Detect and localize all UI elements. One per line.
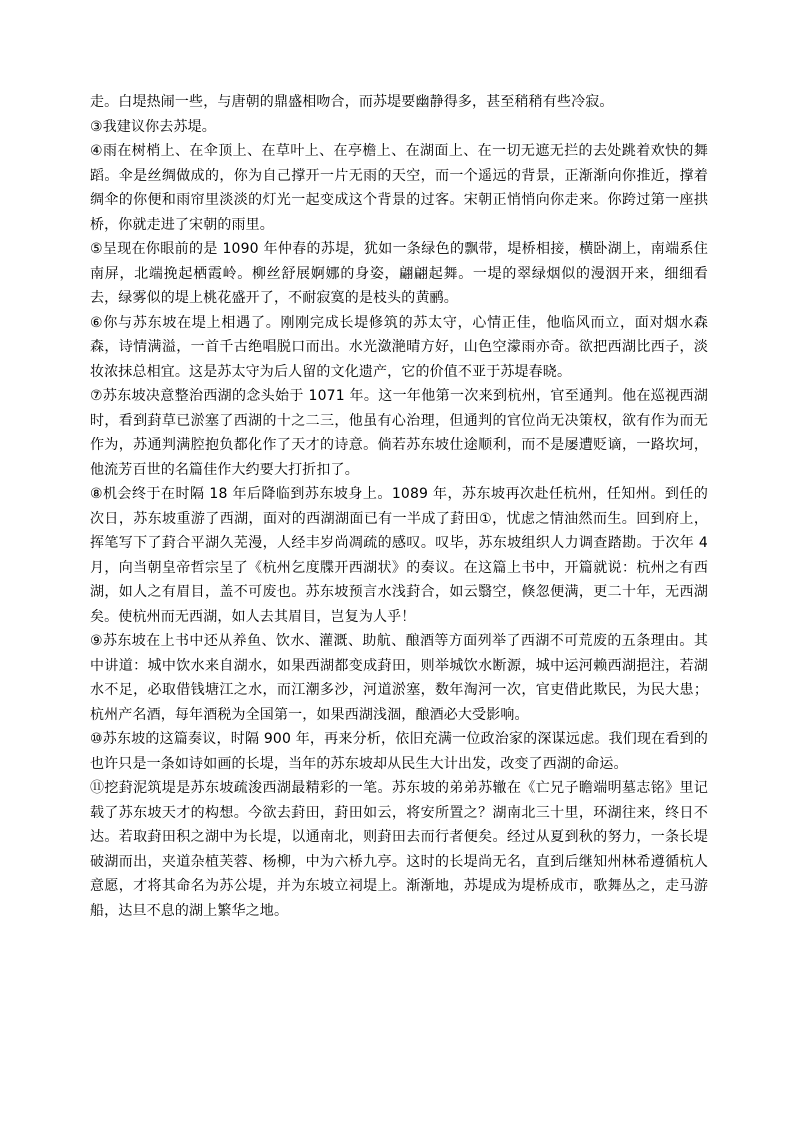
paragraph-continuation: 走。白堤热闹一些，与唐朝的鼎盛相吻合，而苏堤要幽静得多，甚至稍稍有些冷寂。 xyxy=(90,94,614,110)
paragraph-5: ⑤呈现在你眼前的是 1090 年仲春的苏堤，犹如一条绿色的飘带，堤桥相接，横卧湖上，南端系住南屏，北端挽起栖霞岭。柳丝舒展婀娜的身姿，翩翩起舞。一堤的翠绿烟似的漫洇开来，细细看去，绿雾似的堤上桃花盛开了，不耐寂寞的是枝头的黄鹂。 xyxy=(90,241,708,306)
paragraph-3: ③我建议你去苏堤。 xyxy=(90,118,216,135)
paragraph-10: ⑩苏东坡的这篇奏议，时隔 900 年，再来分析，依旧充满一位政治家的深谋远虑。我们现在看到的也许只是一条如诗如画的长堤，当年的苏东坡却从民生大计出发，改变了西湖的命运。 xyxy=(90,731,708,772)
paragraph-4: ④雨在树梢上、在伞顶上、在草叶上、在亭檐上、在湖面上、在一切无遮无拦的去处跳着欢快的舞蹈。伞是丝绸做成的，你为自己撑开一片无雨的天空，而一个遥远的背景，正渐渐向你推近，撑着绸伞的你便和雨帘里淡淡的灯光一起变成这个背景的过客。宋朝正悄悄向你走来。你跨过第一座拱桥，你就走进了宋朝的雨里。 xyxy=(90,143,708,233)
paragraph-6: ⑥你与苏东坡在堤上相遇了。刚刚完成长堤修筑的苏太守，心情正佳，他临风而立，面对烟水森森，诗情满溢，一首千古绝唱脱口而出。水光潋滟晴方好，山色空濛雨亦奇。欲把西湖比西子，淡妆浓抹总相宜。这是苏太守为后人留的文化遗产，它的价值不亚于苏堤春晓。 xyxy=(90,314,708,380)
paragraph-7: ⑦苏东坡决意整治西湖的念头始于 1071 年。这一年他第一次来到杭州，官至通判。他在巡视西湖时，看到葑草已淤塞了西湖的十之二三，他虽有心治理，但通判的官位尚无决策权，欲有作为而无作为，苏通判满腔抱负都化作了天才的诗意。倘若苏东坡仕途顺利，而不是屡遭贬谪，一路坎坷，他流芳百世的名篇佳作大约要大打折扣了。 xyxy=(90,388,708,478)
paragraph-9: ⑨苏东坡在上书中还从养鱼、饮水、灌溉、助航、酿酒等方面列举了西湖不可荒废的五条理由。其中讲道：城中饮水来自湖水，如果西湖都变成葑田，则举城饮水断源，城中运河赖西湖挹注，若湖水不足，必取借钱塘江之水，而江潮多沙，河道淤塞，数年淘河一次，官吏借此欺民，为民大患；杭州产名酒，每年酒税为全国第一，如果西湖浅涸，酿酒必大受影响。 xyxy=(90,633,708,723)
paragraph-11: ⑪挖葑泥筑堤是苏东坡疏浚西湖最精彩的一笔。苏东坡的弟弟苏辙在《亡兄子瞻端明墓志铭》里记载了苏东坡天才的构想。今欲去葑田，葑田如云，将安所置之？湖南北三十里，环湖往来，终日不达。若取葑田积之湖中为长堤，以通南北，则葑田去而行者便矣。经过从夏到秋的努力，一条长堤破湖而出，夹道杂植芙蓉、杨柳，中为六桥九亭。这时的长堤尚无名，直到后继知州林希遵循杭人意愿，才将其命名为苏公堤，并为东坡立祠堤上。渐渐地，苏堤成为堤桥成市，歌舞丛之，走马游船，达旦不息的湖上繁华之地。 xyxy=(90,780,708,919)
article-body xyxy=(90,90,708,923)
paragraph-8: ⑧机会终于在时隔 18 年后降临到苏东坡身上。1089 年，苏东坡再次赴任杭州，任知州。到任的次日，苏东坡重游了西湖，面对的西湖湖面已有一半成了葑田①，忧虑之情油然而生。回到府上，挥笔写下了葑合平湖久芜漫，人经丰岁尚凋疏的感叹。叹毕，苏东坡组织人力调查踏勘。于次年 4 月，向当朝皇帝哲宗呈了《杭州乞度牒开西湖状》的奏议。在这篇上书中，开篇就说：杭州之有西湖，如人之有眉目，盖不可废也。苏东坡预言水浅葑合，如云翳空，倏忽便满，更二十年，无西湖矣。使杭州而无西湖，如人去其眉目，岂复为人乎！ xyxy=(90,486,708,625)
